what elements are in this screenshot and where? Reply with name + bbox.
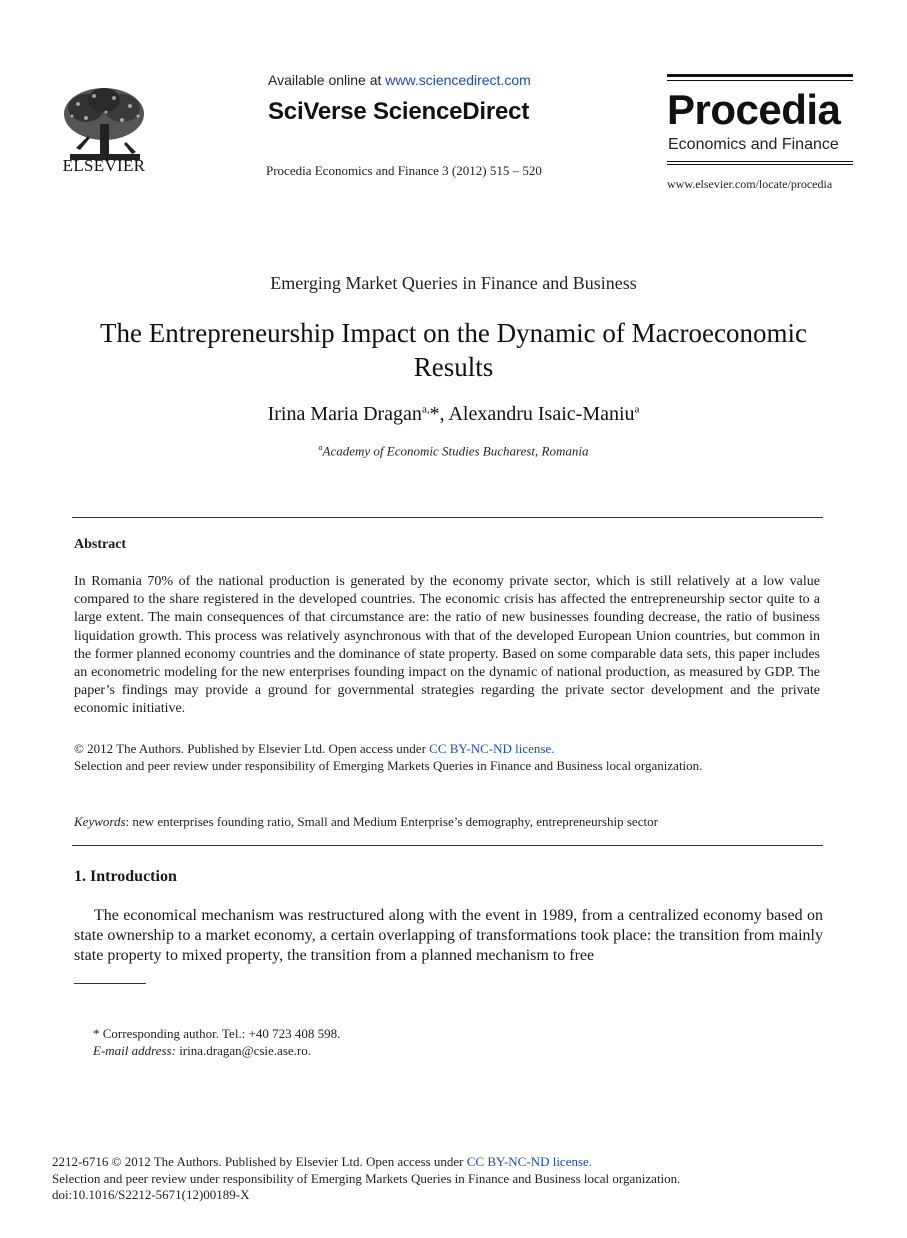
author-list <box>0 403 907 426</box>
doi[interactable]: doi:10.1016/S2212-5671(12)00189-X <box>52 1187 250 1202</box>
copyright-text: © 2012 The Authors. Published by Elsevier Ltd. Open access under <box>74 741 430 756</box>
abstract-heading: Abstract <box>74 537 127 552</box>
platform-logo: SciVerse ScienceDirect <box>268 98 530 125</box>
journal-brand-rule <box>667 161 853 162</box>
elsevier-wordmark: ELSEVIER <box>62 156 146 175</box>
journal-url-link[interactable]: www.elsevier.com/locate/procedia <box>667 177 833 191</box>
sciencedirect-link[interactable]: www.sciencedirect.com <box>385 72 531 88</box>
section-divider <box>72 845 823 846</box>
conference-name: Emerging Market Queries in Finance and Business <box>270 273 637 293</box>
section-divider <box>72 517 823 518</box>
footnote <box>93 1025 340 1059</box>
author-name: Irina Maria Dragan <box>267 403 422 425</box>
license-link[interactable]: CC BY-NC-ND license. <box>429 741 555 756</box>
email-label: E-mail address: <box>93 1043 176 1058</box>
email-address[interactable]: irina.dragan@csie.ase.ro. <box>175 1043 311 1058</box>
footer-license-link[interactable]: CC BY-NC-ND license. <box>466 1154 593 1169</box>
journal-citation: Procedia Economics and Finance 3 (2012) 515 – 520 <box>266 163 542 178</box>
affiliation-marker: a <box>318 443 323 452</box>
available-online-line <box>268 72 531 88</box>
footnote-rule <box>74 983 146 984</box>
journal-brand-subtitle: Economics and Finance <box>668 136 839 153</box>
author-affiliation-marker: a, <box>421 403 430 416</box>
corresponding-author-marker[interactable]: * <box>429 403 440 425</box>
keywords-text: new enterprises founding ratio, Small and Medium Enterprise’s demography, entrepreneurship sector <box>132 814 658 829</box>
peer-review-statement: Selection and peer review under responsibility of Emerging Markets Queries in Finance and Business local organization. <box>74 757 703 773</box>
journal-brand-rule <box>667 74 853 77</box>
corresponding-author-note: * Corresponding author. Tel.: +40 723 408 598. <box>93 1026 341 1041</box>
introduction-paragraph: The economical mechanism was restructured along with the event in 1989, from a centralized economy based on state ownership to a market economy, a certain overlapping of transformations took place: the transition from mainly state property to mixed property, the transition from a planned mechanism to free <box>74 907 823 965</box>
author-name: Alexandru Isaic-Maniu <box>448 403 635 425</box>
article-title: The Entrepreneurship Impact on the Dynamic of Macroeconomic Results <box>100 318 807 382</box>
journal-brand-rule <box>667 80 853 81</box>
affiliation <box>0 443 907 459</box>
journal-brand-rule <box>667 164 853 165</box>
abstract-copyright <box>74 741 702 774</box>
keywords-colon: : <box>125 814 133 829</box>
issn-copyright: 2212-6716 © 2012 The Authors. Published by Elsevier Ltd. Open access under <box>52 1154 467 1169</box>
keywords-line <box>74 814 658 830</box>
introduction-heading: 1. Introduction <box>74 868 177 885</box>
author-affiliation-marker: a <box>634 403 640 416</box>
footer-peer-review: Selection and peer review under responsibility of Emerging Markets Queries in Finance and Business local organization. <box>52 1170 681 1186</box>
keywords-label: Keywords <box>74 814 126 829</box>
abstract-text: In Romania 70% of the national production is generated by the economy private sector, which is still relatively at a low value compared to the share registered in the developed countries. The economic crisis has affected the entrepreneurship sector quite to a large extent. The main consequences of that circumstance are: the ratio of new businesses founding decrease, the ratio of business liquidation growth. This process was relatively asynchronous with that of the developed European Union countries, but common in the former planned economy countries and the dominance of state property. Based on some comparable data sets, this paper includes an econometric modeling for the new enterprises founding impact on the dynamic of national production, as measured by GDP. The paper’s findings may provide a ground for governmental strategies regarding the private sector development and the private economic initiative. <box>74 574 820 717</box>
introduction-body <box>74 906 823 967</box>
available-online-label: Available online at <box>268 72 386 88</box>
affiliation-text: Academy of Economic Studies Bucharest, Romania <box>322 443 589 459</box>
journal-brand-logo: Procedia <box>667 86 841 133</box>
page-footer <box>52 1154 680 1204</box>
author-separator: , <box>439 403 449 425</box>
